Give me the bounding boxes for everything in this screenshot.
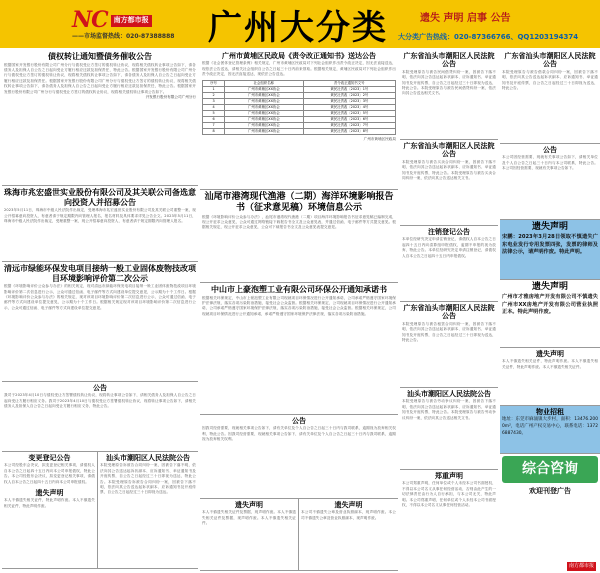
table-cell: 广州市黄埔区XX协会 [225, 98, 304, 104]
notice-body: 我司于2023年4月10日与债权受让方签署债权转让协议，现将转让事项公告如下，请相关债务人及担保人自公告之日起向受让方履行相应义务。我司于2023年4月10日与债权受让方签署债权转让协议，现将转让事项公告如下，请相关债务人及担保人自公告之日起向受让方履行相应义务，特此公告。 [4, 393, 196, 409]
column-2 [200, 50, 398, 283]
notice-huangpu-civil-affairs [200, 50, 398, 190]
notice-title: 遗失声明 [235, 501, 263, 509]
table-cell: 4 [203, 104, 225, 110]
page-title: 广州大分类 [208, 8, 388, 48]
notice-body: 根据国家开发银行股份有限公司广州分行与债权受让方签订的债权转让协议，现将相关债权转让事项公告如下，请各债务人及担保人自公告之日起向受让方履行相应还款及担保责任，特此公告。根据国家开发银行股份有限公司广州分行与债权受让方签订的债权转让协议，现将相关债权转让事项公告如下，请各债务人及担保人自公告之日起向受让方履行相应还款及担保责任。根据国家开发银行股份有限公司广州分行与债权受让方签订的债权转让协议，现将相关债权转让事项公告如下，请各债务人及担保人自公告之日起向受让方履行相应还款及担保责任，特此公告。根据国家开发银行股份有限公司广州分行与债权受让方签订的债权转让协议，现将相关债权转让事项公告如下。 [4, 62, 196, 94]
column-4 [400, 50, 498, 571]
table-header: 序号 [203, 80, 225, 86]
ad-lost-statement-1 [500, 220, 600, 280]
notice-debt-transfer [2, 50, 198, 186]
table-cell: 7 [203, 122, 225, 128]
col1-bottom-row [2, 452, 198, 569]
notice-title: 遗失声明 [35, 488, 64, 497]
notice-body: 本院受理原告与被告劳动争议纠纷一案，因被告下落不明，依法向其公告送达起诉状副本、应诉通知书、举证通知书及开庭传票，特此公告。本院受理原告与被告劳动争议纠纷一案，依法向其公告送达相关文书。 [402, 399, 496, 420]
footer-slogan: 欢迎刊登广告 [529, 486, 571, 495]
notice-court-shantou-mini [98, 452, 198, 569]
table-cell: 1 [203, 86, 225, 92]
notice-body: 宋鹏：2023年3月28日领取不慎遗失广东电业发行专用发票四张，发票的律师及法律公示，请声明作废。特此声明。 [502, 233, 598, 256]
notice-title: 遗失声明 [334, 501, 363, 509]
notice-title: 广州市黄埔区民政局《责令改正通知书》送达公告 [222, 52, 376, 60]
table-cell: 黄民社责改〔2023〕7号 [303, 122, 395, 128]
notice-change-registration [2, 452, 98, 569]
table-cell: 广州市黄埔区XX协会 [225, 116, 304, 122]
notice-generic-3 [500, 144, 600, 220]
notice-court-chaoyang-1 [400, 50, 498, 140]
table-cell: 黄民社责改〔2023〕6号 [303, 116, 395, 122]
table-cell: 黄民社责改〔2023〕4号 [303, 104, 395, 110]
notice-body: 本院受理原告诉被告合同纠纷一案，因被告下落不明，依法向其公告送达起诉状副本、应诉通知书、举证通知书及开庭传票，自公告之日起经过三十日即视为送达，特此公告。本院受理原告诉被告合同纠纷一案，因被告下落不明，依法向其公告送达起诉状副本、应诉通知书及开庭传票，自公告之日起经过三十日即视为送达。 [100, 463, 196, 495]
notice-body: 本院受理原告与被告借款合同纠纷一案，因被告下落不明，依法向其公告送达起诉状副本、应诉通知书、举证通知书及开庭传票，自公告之日起经过三十日即视为送达，特此公告。 [502, 69, 598, 90]
notice-body: 本人不慎遗失相关证件及票据，现声明作废。本人不慎遗失相关证件及票据，现声明作废。本人不慎遗失相关证件。 [202, 510, 296, 526]
hotline-left: ——市场监督热线：020-87388888 [72, 33, 175, 40]
column-1 [2, 50, 198, 571]
notice-body: 根据《环境影响评价公众参与办法》的相关规定，现对清远市绿能环保发电项目接纳一般工业固体废物技改项目环境影响评价第二次信息进行公示，公众可通过信函、电子邮件等方式向建设单位提交意见，公示期为十个工作日。根据《环境影响评价公众参与办法》的相关规定，现对该项目环境影响评价第二次信息进行公示，公众可通过信函、电子邮件等方式向建设单位提交意见，公示期为十个工作日。根据相关规定现对该项目环境影响评价第二次信息进行公示，公众可通过信函、电子邮件等方式向建设单位提交意见。 [4, 284, 196, 310]
notice-body: 根据《环境影响评价公众参与办法》，汕尾市港湾现代渔港（二期）项目海洋环境影响报告书征求意见稿已编制完成，现公开征求公众意见，公众可通过网络链接下载报告书全文及公众意见表，并通过信函、电子邮件等方式提交意见。根据相关规定，现公开征求公众意见，公众可下载报告书全文及公众意见表提交意见。 [202, 214, 396, 230]
table-cell: 8 [203, 128, 225, 134]
column-5 [500, 50, 600, 571]
notice-solemn-statement [400, 470, 498, 571]
table-cell: 黄民社责改〔2023〕2号 [303, 92, 395, 98]
notice-title: 清远市绿能环保发电项目接纳一般工业固体废物技改项目环境影响评价第二次公示 [4, 264, 196, 283]
notice-body: 本院受理原告与被告租赁合同纠纷一案，因被告下落不明，依法向其公告送达起诉状副本、应诉通知书、举证通知书及开庭传票，自公告之日起经过三十日即视为送达，特此公告。 [402, 321, 496, 342]
table-cell: 广州市黄埔区XX协会 [225, 92, 304, 98]
table-cell: 2 [203, 92, 225, 98]
table-cell: 5 [203, 110, 225, 116]
notice-title: 遗失声明 [536, 350, 564, 358]
table-cell: 广州市黄埔区XX协会 [225, 128, 304, 134]
notice-eia-qingyuan [2, 262, 198, 382]
table-cell: 6 [203, 116, 225, 122]
organization-table [202, 80, 396, 135]
notice-body: 根据《社会团体登记管理条例》相关规定，广州市黄埔区民政局对下列社会组织作出责令改正决定，因无法直接送达，现依法公告送达，请相关社会组织自公告之日起三十日内前来领取。根据相关规定，黄埔区民政局对下列社会组织作出责令改正决定，因无法直接送达，现依法公告送达。 [202, 61, 396, 77]
notice-title: 汕尾市港湾现代渔港（二期）海洋环境影响报告书（征求意见稿）环境信息公示 [204, 192, 394, 213]
notice-body: 本人不慎遗失相关证件，特此声明作废。本人不慎遗失相关证件，特此声明作废。 [4, 498, 95, 508]
notice-lost-1 [200, 499, 299, 571]
table-cell: 黄民社责改〔2023〕5号 [303, 110, 395, 116]
notice-title: 中山市上豪泡塑工业有限公司环保公开通知承诺书 [211, 285, 387, 294]
col3-bottom-row [200, 499, 398, 571]
table-cell: 黄民社责改〔2023〕8号 [303, 128, 395, 134]
notice-title: 广东省汕头市潮阳区人民法院公告 [504, 52, 596, 69]
table-header: 社会组织名称 [225, 80, 304, 86]
notice-zhongshan-shanghao [200, 283, 398, 415]
notice-body: 根据相关环保规定，中山市上豪泡塑工业有限公司现就项目环保情况进行公开通知承诺，公司承诺严格遵守国家环境保护法律法规，落实各项污染防治措施，接受社会公众监督。根据相关环保规定，公司现就项目环保情况进行公开通知承诺，公司承诺严格遵守国家环境保护法律法规，落实各项污染防治措施，接受社会公众监督。根据相关环保规定，公司现就项目环保情况进行公开通知承诺，承诺严格遵守国家环境保护法律法规，落实各项污染防治措施。 [202, 295, 396, 316]
footer-badge: 南方都市报 [568, 563, 594, 570]
notice-generic [2, 382, 198, 452]
notice-lost-2 [299, 499, 398, 571]
notice-property-rental [500, 406, 600, 454]
ad-hotline: 大分类广告热线：020-87366766、QQ1203194374 [398, 33, 579, 41]
newspaper-logo [72, 6, 152, 36]
notice-body: 因我司经营需要，现就相关事项公告如下，请有关单位及个人自公告之日起三十日内与我司联系，逾期视为放弃相关权利，特此公告。因我司经营需要，现就相关事项公告如下，请有关单位及个人自公告之日起三十日内与我司联系，逾期视为放弃相关权利。 [202, 426, 396, 442]
notice-recruit-investor [2, 186, 198, 262]
logo-tag: 南方都市报 [111, 15, 152, 26]
table-cell: 广州市黄埔区XX协会 [225, 104, 304, 110]
table-cell: 广州市黄埔区XX协会 [225, 122, 304, 128]
notice-court-chaoyang-4 [400, 388, 498, 470]
ad-lost-statement-2 [500, 280, 600, 348]
notice-title: 公告 [93, 384, 107, 392]
table-cell: 黄民社责改〔2023〕1号 [303, 86, 395, 92]
notice-body: 本公司因经营需要，现就有关事项公告如下，请相关单位及个人自公告之日起三十日内与本公司联系，特此公告。本公司因经营需要，现就有关事项公告如下。 [502, 155, 598, 171]
table-cell: 广州市黄埔区XX协会 [225, 110, 304, 116]
notice-title: 汕头市潮阳区人民法院公告 [106, 454, 190, 462]
logo-mark: NC [72, 7, 108, 33]
notice-title: 广东省汕头市潮阳区人民法院公告 [403, 52, 495, 69]
notice-body: 本院受理原告与被告民间借贷纠纷一案，因被告下落不明，依法向其公告送达起诉状副本、应诉通知书、举证通知书及开庭传票，自公告之日起经过三十日即视为送达，特此公告。本院受理原告与被告民间借贷纠纷一案，依法向其公告送达相关文书。 [402, 69, 496, 96]
notice-title: 郑重声明 [435, 472, 463, 480]
notice-court-chaoyang-2 [400, 140, 498, 226]
notice-body: 本公司郑重声明，任何单位或个人未经本公司书面授权，不得以本公司名义从事任何经营活动，否则由此产生的一切法律责任由行为人自行承担，与本公司无关，特此声明。本公司郑重声明，任何单位或个人未经本公司书面授权，不得以本公司名义从事任何经营活动。 [402, 481, 496, 507]
notice-shanwei-fishing-port [200, 190, 398, 283]
notice-signature: 广州市黄埔区民政局 [363, 136, 396, 141]
notice-body: 本院受理原告与被告买卖合同纠纷一案，因被告下落不明，依法向其公告送达起诉状副本、应诉通知书、举证通知书及开庭传票，特此公告。本院受理原告与被告买卖合同纠纷一案，依法向其公告送达相关文书。 [402, 159, 496, 180]
notice-title: 变更登记公告 [28, 454, 71, 462]
notice-title: 公告 [292, 417, 306, 425]
notice-title: 公告 [543, 146, 557, 154]
notice-body: 本人不慎遗失相关证件，特此声明作废。本人不慎遗失相关证件，特此声明作废。本人不慎遗失相关证件。 [502, 359, 598, 369]
consult-banner: 综合咨询 [502, 456, 598, 483]
notice-title: 债权转让通知暨债务催收公告 [48, 52, 152, 61]
notice-title: 汕头市潮阳区人民法院公告 [407, 390, 491, 398]
notice-title: 广东省汕头市潮阳区人民法院公告 [403, 304, 495, 321]
notice-court-chaoyang-5 [500, 50, 600, 144]
notice-title: 遗失声明 [531, 282, 568, 292]
notice-title: 物业招租 [536, 408, 564, 416]
table-row [203, 128, 396, 134]
notice-body: 广州市才雅房地产开发有限公司不慎遗失广州市XX房地产开发有限公司营业执照正本。特此声明作废。 [502, 293, 598, 316]
notice-title: 广东省汕头市潮阳区人民法院公告 [403, 142, 495, 159]
notice-body: 地址：东莞市麻涌镇大步村，面积：13476.2000m²，电话广州产权交易中心，联系电话：13726887430。 [502, 417, 598, 436]
notice-body: 本单位经研究决定申请注销登记，请债权人自本公告之日起四十五日内向清算组申报债权，逾期不申报的视为放弃，特此公告。本单位经研究决定申请注销登记，请债权人自本公告之日起四十五日内申报债权。 [402, 237, 496, 258]
masthead [0, 0, 600, 48]
table-cell: 黄民社责改〔2023〕3号 [303, 98, 395, 104]
notice-court-chaoyang-3 [400, 302, 498, 388]
notice-body: 本公司不慎遗失公章及营业执照副本，现声明作废。本公司不慎遗失公章及营业执照副本，现声明作废。 [301, 510, 396, 520]
notice-generic-2 [200, 415, 398, 499]
notice-body: 2023年5月11日，珠海市中级人民法院作出裁定，受理珠海市兆宏盛世实业股份有限公司及其关联公司重整一案，现公开招募意向投资人，有意者请于规定期限内向管理人报名，报名材料及具体要求详见公告全文。2023年5月11日，珠海市中级人民法院作出裁定，受理重整一案，现公开招募意向投资人，有意者请于规定期限内向管理人报名。 [4, 208, 196, 223]
notice-title: 注销登记公告 [428, 228, 470, 236]
notice-signature: 开发银行股份有限公司广州分行 [145, 94, 196, 99]
notice-title: 遗失声明 [531, 222, 568, 232]
page-subtitle: 遗失 声明 启事 公告 [420, 13, 511, 24]
column-3 [200, 283, 398, 571]
notice-body: 本公司经股东会决议，拟变更登记相关事项，请债权人自本公告之日起四十五日内向本公司申报债权，特此公告。本公司经股东会决议，拟变更登记相关事项，请债权人自本公告之日起四十五日内向本公司申报债权。 [4, 463, 95, 484]
table-header: 责令改正通知书文号 [303, 80, 395, 86]
notice-title: 珠海市兆宏盛世实业股份有限公司及其关联公司备选意向投资人并招募公告 [4, 188, 196, 207]
table-cell: 广州市黄埔区XX协会 [225, 86, 304, 92]
table-cell: 3 [203, 98, 225, 104]
notice-lost-3 [500, 348, 600, 406]
notice-deregistration [400, 226, 498, 302]
